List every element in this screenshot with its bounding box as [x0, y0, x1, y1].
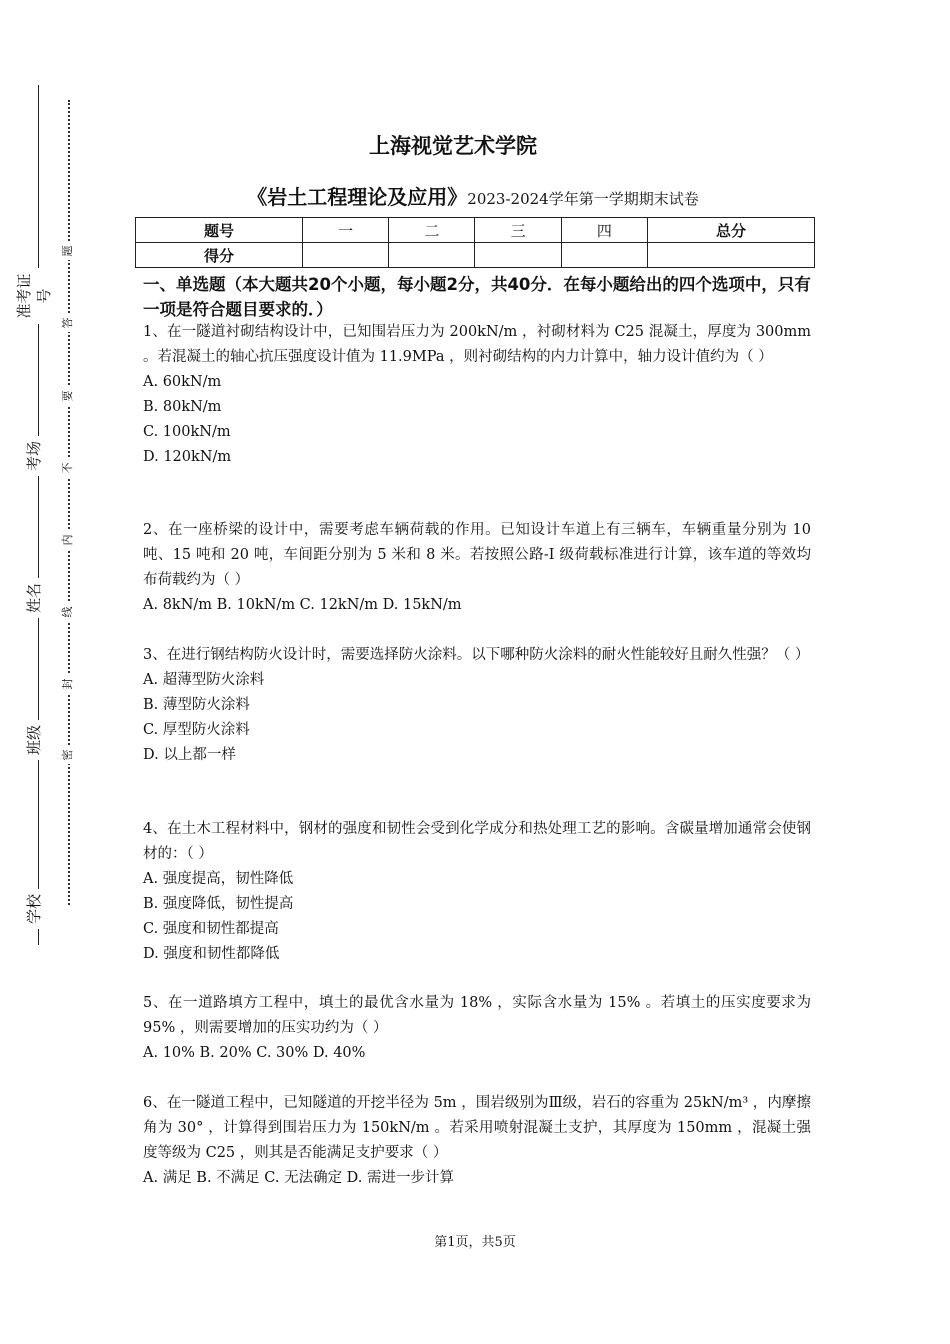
question-stem: 4、在土木工程材料中，钢材的强度和韧性会受到化学成分和热处理工艺的影响。含碳量增加通常会使钢材的：（ ）: [143, 821, 811, 862]
score-cell[interactable]: [389, 243, 475, 268]
score-row-label: 得分: [136, 243, 303, 268]
question-5: [143, 991, 811, 1066]
question-stem: 3、在进行钢结构防火设计时，需要选择防火涂料。以下哪种防火涂料的耐火性能较好且耐久性强？（ ）: [143, 647, 810, 663]
option: C. 100kN/m: [143, 424, 231, 440]
binding-solid-line: [38, 85, 39, 945]
question-stem: 1、在一隧道衬砌结构设计中，已知围岩压力为 200kN/m ，衬砌材料为 C25 混凝土，厚度为 300mm 。若混凝土的轴心抗压强度设计值为 11.9MPa ，则衬砌结构的内力计算中，轴力设计值约为（ ）: [143, 324, 811, 365]
option: A. 强度提高，韧性降低: [143, 871, 294, 887]
score-header-cell: 题号: [136, 218, 303, 243]
label-school: 学校: [24, 889, 44, 929]
exam-title: [143, 181, 803, 210]
score-cell[interactable]: [647, 243, 814, 268]
page-footer: 第1页，共5页: [434, 1235, 516, 1250]
section-title: 一、单选题（本大题共20个小题，每小题2分，共40分．在每小题给出的四个选项中，只有一项是符合题目要求的．）: [143, 275, 811, 319]
binding-margin: [0, 0, 120, 1344]
question-stem: 2、在一座桥梁的设计中，需要考虑车辆荷载的作用。已知设计车道上有三辆车，车辆重量分别为 10 吨、15 吨和 20 吨，车间距分别为 5 米和 8 米。若按照公路-I 级荷载标准进行计算，该车道的等效均布荷载约为（ ）: [143, 522, 811, 588]
option: B. 强度降低，韧性提高: [143, 896, 294, 912]
option: A. 满足 B. 不满足 C. 无法确定 D. 需进一步计算: [143, 1170, 455, 1186]
label-class: 班级: [24, 720, 44, 760]
warning-char: 线: [61, 603, 75, 621]
binding-dotted-line: [68, 100, 70, 905]
warning-char: 封: [61, 675, 75, 693]
question-3: [143, 643, 811, 768]
option: B. 薄型防火涂料: [143, 697, 250, 713]
option: C. 厚型防火涂料: [143, 722, 250, 738]
school-name: 上海视觉艺术学院: [369, 134, 537, 158]
score-cell[interactable]: [475, 243, 561, 268]
option: A. 超薄型防火涂料: [143, 672, 265, 688]
score-cell[interactable]: [561, 243, 647, 268]
question-2: [143, 518, 811, 618]
option: D. 120kN/m: [143, 449, 232, 465]
option: A. 60kN/m: [143, 374, 222, 390]
option: B. 80kN/m: [143, 399, 222, 415]
score-header-cell: 一: [303, 218, 389, 243]
option: C. 强度和韧性都提高: [143, 921, 279, 937]
option: A. 10% B. 20% C. 30% D. 40%: [143, 1045, 366, 1061]
score-cell[interactable]: [303, 243, 389, 268]
warning-char: 不: [61, 459, 75, 477]
warning-char: 要: [61, 387, 75, 405]
score-header-cell: 三: [475, 218, 561, 243]
question-4: [143, 817, 811, 967]
question-stem: 5、在一道路填方工程中，填土的最优含水量为 18% ，实际含水量为 15% 。若填土的压实度要求为 95% ，则需要增加的压实功约为（ ）: [143, 995, 811, 1036]
score-header-cell: 总分: [647, 218, 814, 243]
option: A. 8kN/m B. 10kN/m C. 12kN/m D. 15kN/m: [143, 597, 462, 613]
score-header-cell: 四: [561, 218, 647, 243]
question-6: [143, 1091, 811, 1191]
score-table: [135, 217, 815, 268]
warning-char: 内: [61, 531, 75, 549]
option: D. 强度和韧性都降低: [143, 946, 280, 962]
label-name: 姓名: [24, 578, 44, 618]
score-table-row: [136, 243, 815, 268]
score-table-header-row: [136, 218, 815, 243]
term-title: 2023-2024学年第一学期期末试卷: [467, 190, 699, 208]
label-exam-number: 准考证号: [14, 268, 54, 324]
question-stem: 6、在一隧道工程中，已知隧道的开挖半径为 5m ，围岩级别为Ⅲ级，岩石的容重为 25kN/m³ ，内摩擦角为 30° ，计算得到围岩压力为 150kN/m 。若采用喷射混凝土支护，其厚度为 150mm ，混凝土强度等级为 C25 ，则其是否能满足支护要求（ ）: [143, 1095, 811, 1161]
course-title: 《岩土工程理论及应用》: [247, 185, 468, 209]
warning-char: 密: [61, 746, 75, 764]
warning-char: 题: [61, 242, 75, 260]
option: D. 以上都一样: [143, 747, 236, 763]
score-header-cell: 二: [389, 218, 475, 243]
question-1: [143, 320, 811, 470]
label-exam-room: 考场: [24, 436, 44, 476]
warning-char: 答: [61, 314, 75, 332]
